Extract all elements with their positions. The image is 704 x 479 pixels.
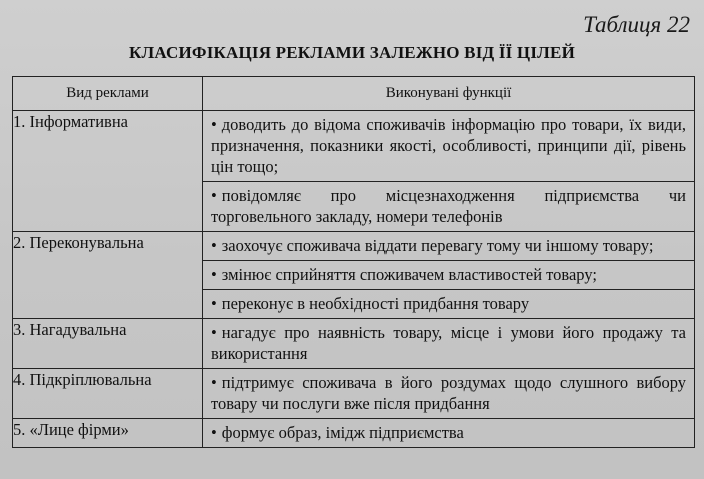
function-text: повідомляє про місцезнаходження підприємства чи торговельного закладу, номери телефонів bbox=[211, 186, 686, 226]
bullet-icon: • bbox=[211, 294, 217, 313]
row-functions bbox=[203, 111, 695, 232]
bullet-icon: • bbox=[211, 423, 217, 442]
row-type: 4. Підкріплювальна bbox=[13, 369, 203, 419]
row-functions bbox=[203, 319, 695, 369]
function-item bbox=[203, 111, 694, 181]
bullet-icon: • bbox=[211, 115, 217, 134]
function-item bbox=[203, 419, 694, 447]
function-text: змінює сприйняття споживачем властивостей товару; bbox=[221, 265, 597, 284]
row-functions bbox=[203, 369, 695, 419]
function-item bbox=[203, 319, 694, 368]
function-text: заохочує споживача віддати перевагу тому чи іншому товару; bbox=[221, 236, 654, 255]
function-text: доводить до відома споживачів інформацію про товари, їх види, призначення, показники якості, особливості, принципи дії, рівень цін тощо; bbox=[211, 115, 686, 176]
table-row bbox=[13, 319, 695, 369]
table-row bbox=[13, 232, 695, 319]
table-row bbox=[13, 369, 695, 419]
function-item bbox=[203, 232, 694, 260]
row-type: 1. Інформативна bbox=[13, 111, 203, 232]
bullet-icon: • bbox=[211, 186, 217, 205]
function-text: переконує в необхідності придбання товару bbox=[221, 294, 530, 313]
function-item bbox=[203, 181, 694, 231]
function-text: нагадує про наявність товару, місце і умови його продажу та використання bbox=[211, 323, 686, 363]
row-type: 5. «Лице фірми» bbox=[13, 419, 203, 448]
table-row bbox=[13, 111, 695, 232]
row-type: 3. Нагадувальна bbox=[13, 319, 203, 369]
table-row bbox=[13, 419, 695, 448]
function-text: формує образ, імідж підприємства bbox=[221, 423, 464, 442]
function-item bbox=[203, 369, 694, 418]
header-type: Вид реклами bbox=[13, 77, 203, 111]
table-title: КЛАСИФІКАЦІЯ РЕКЛАМИ ЗАЛЕЖНО ВІД ЇЇ ЦІЛЕЙ bbox=[128, 43, 576, 62]
row-functions bbox=[203, 232, 695, 319]
classification-table bbox=[12, 76, 695, 448]
bullet-icon: • bbox=[211, 323, 217, 342]
function-item bbox=[203, 260, 694, 289]
bullet-icon: • bbox=[211, 265, 217, 284]
bullet-icon: • bbox=[211, 236, 217, 255]
header-functions: Виконувані функції bbox=[203, 77, 695, 111]
bullet-icon: • bbox=[211, 373, 217, 392]
table-number: Таблиця 22 bbox=[583, 12, 690, 37]
header-row bbox=[13, 77, 695, 111]
function-text: підтримує споживача в його роздумах щодо слушного вибору товару чи послуги вже після придбання bbox=[211, 373, 686, 413]
row-type: 2. Переконувальна bbox=[13, 232, 203, 319]
function-item bbox=[203, 289, 694, 318]
row-functions bbox=[203, 419, 695, 448]
